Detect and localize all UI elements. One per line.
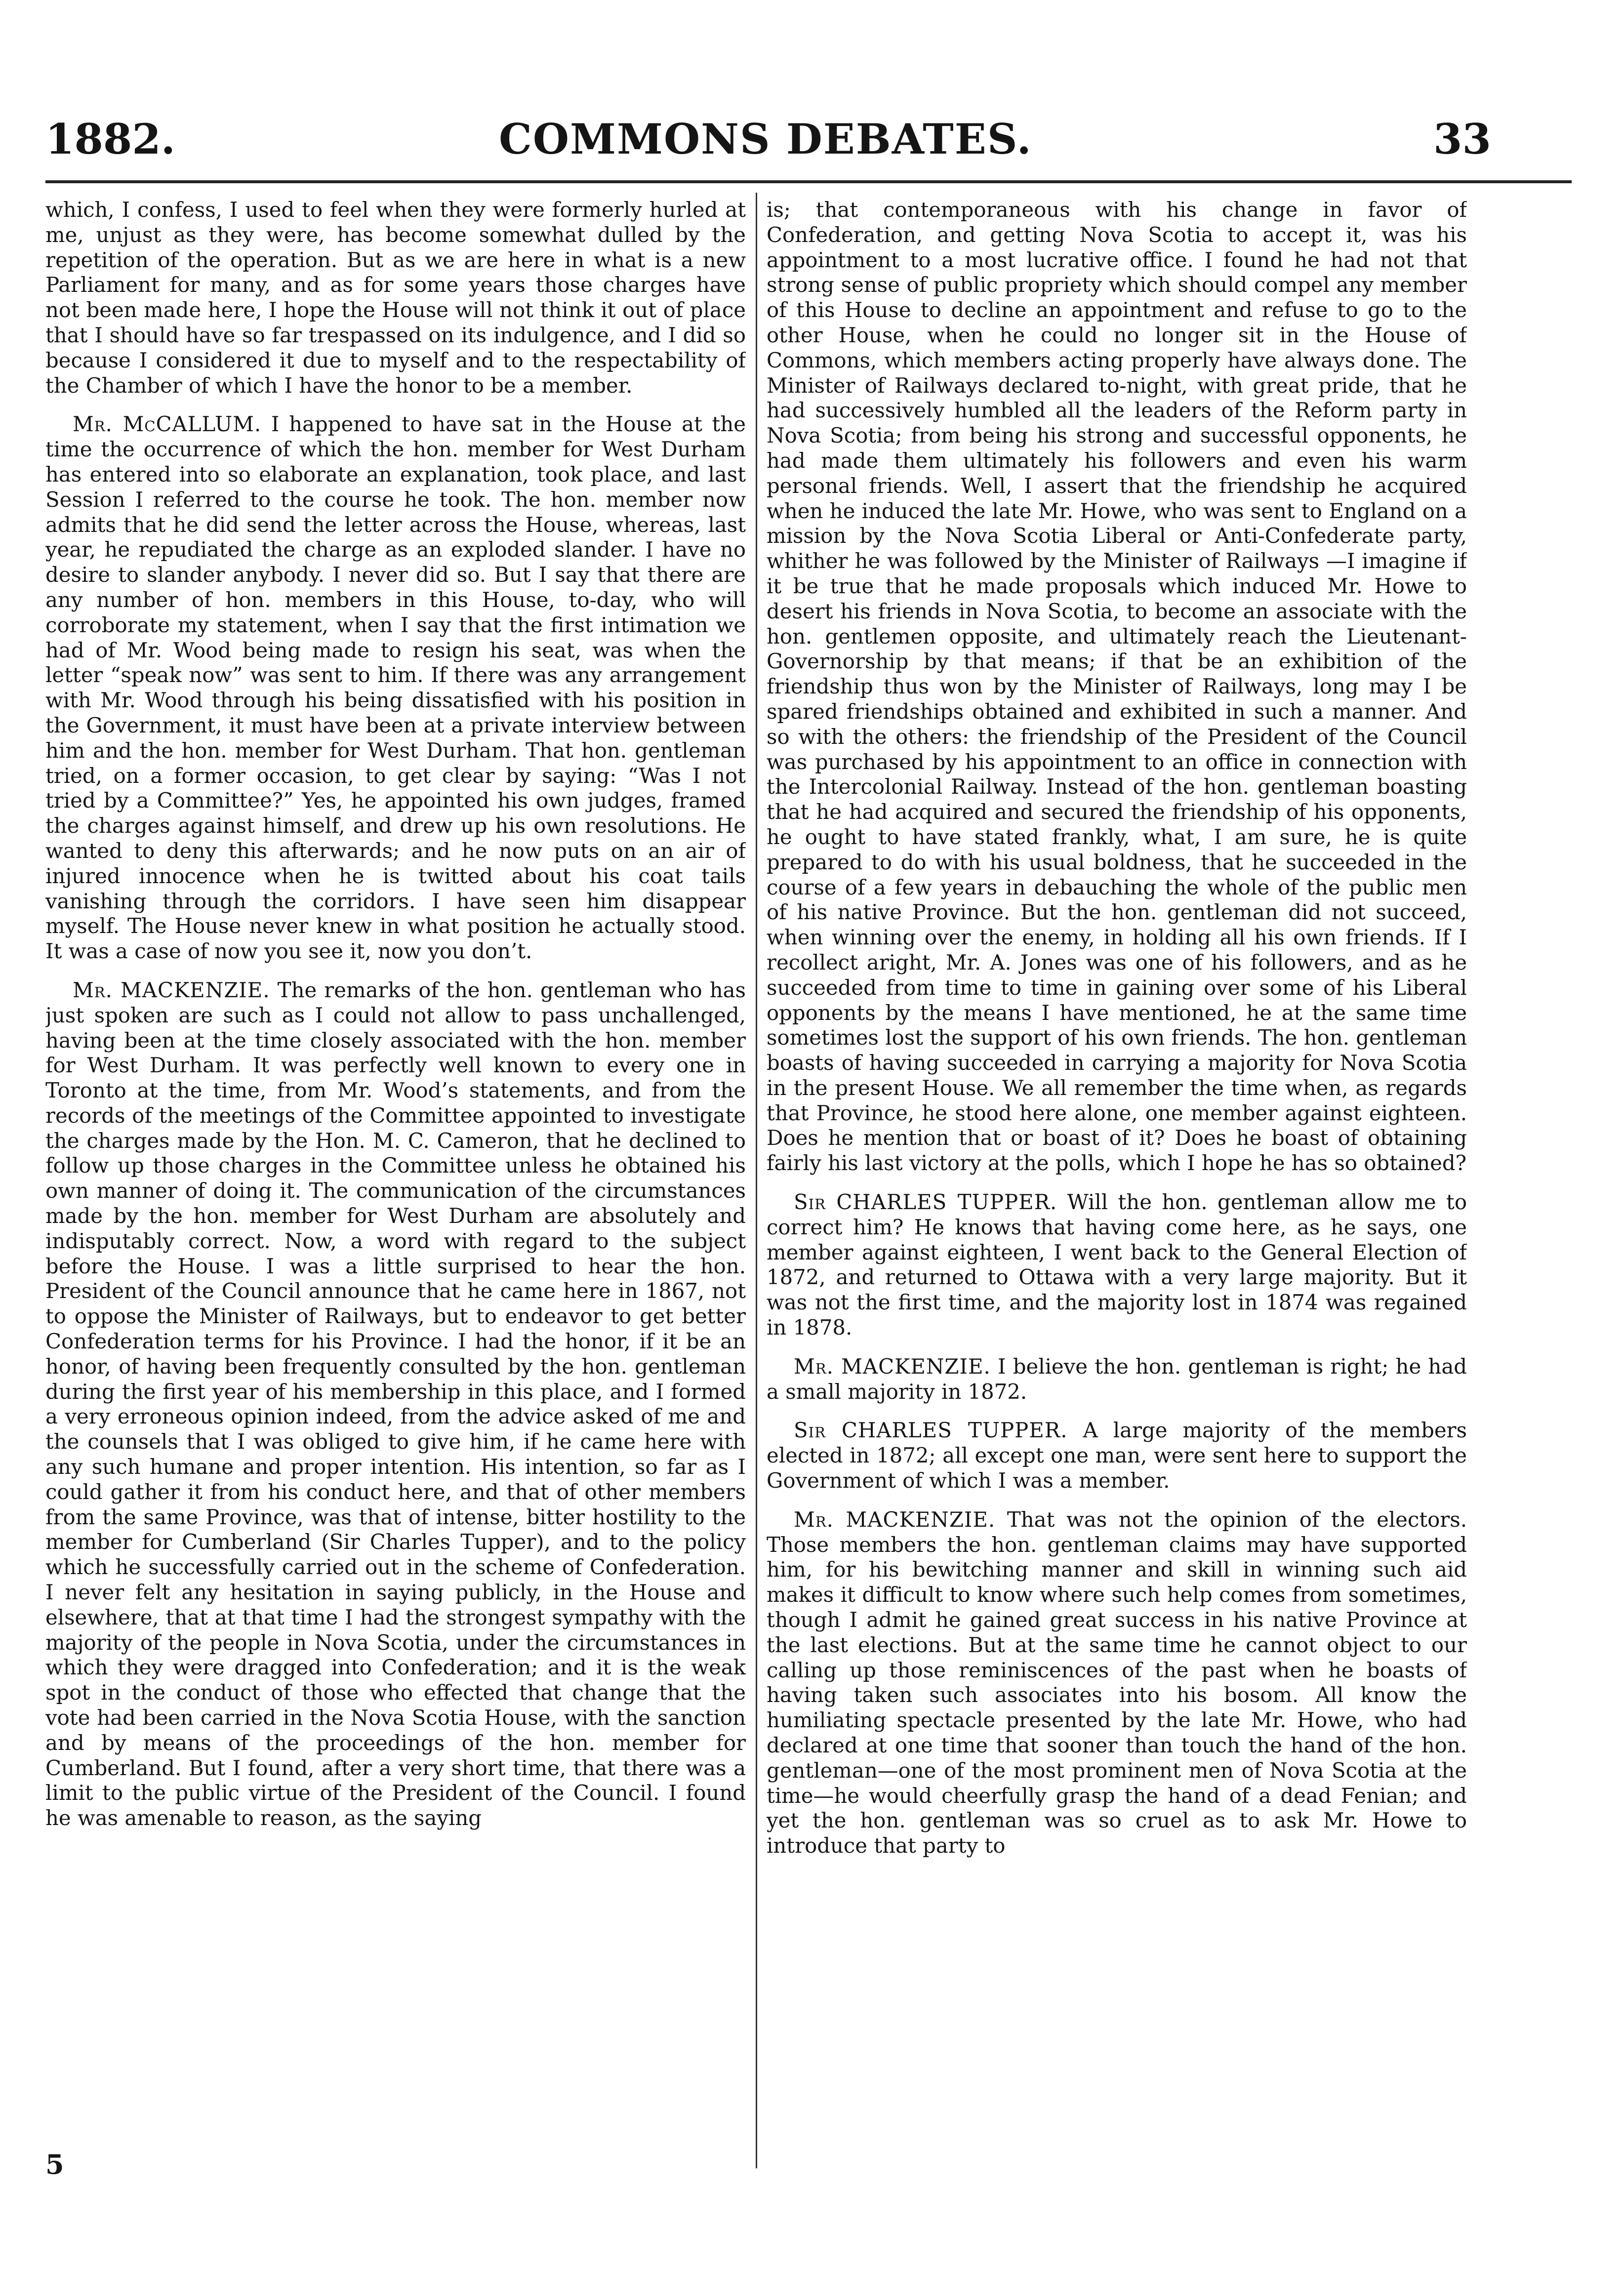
page-title: COMMONS DEBATES.	[499, 115, 1032, 163]
header-rule	[45, 180, 1572, 183]
paragraph	[45, 198, 746, 398]
header-year: 1882.	[45, 115, 176, 163]
speaker-name: Mr. MACKENZIE.	[73, 977, 270, 1002]
paragraph	[767, 1354, 1467, 1405]
signature-mark: 5	[45, 2149, 64, 2180]
paragraph	[767, 198, 1467, 1176]
paragraph-text: The remarks of the hon. gentleman who has just spoken are such as I could not allow to pass unchallenged, having been at the time closely associated with the hon. member for West Durham. It was perfectly well known to every one in Toronto at the time, from Mr. Wood’s statements, and from the records of the meetings of the Committee appointed to investigate the charges made by the Hon. M. C. Cameron, that he declined to follow up those charges in the Committee unless he obtained his own manner of doing it. The communication of the circumstances made by the hon. member for West Durham are absolutely and indisputably correct. Now, a word with regard to the subject before the House. I was a little surprised to hear the hon. President of the Council announce that he came here in 1867, not to oppose the Minister of Railways, but to endeavor to get better Confederation terms for his Province. I had the honor, if it be an honor, of having been frequently consulted by the hon. gentleman during the first year of his membership in this place, and I formed a very erroneous opinion indeed, from the advice asked of me and the counsels that I was obliged to give him, if he came here with any such humane and proper intention. His intention, so far as I could gather it from his conduct here, and that of other members from the same Province, was that of intense, bitter hostility to the member for Cumberland (Sir Charles Tupper), and to the policy which he successfully carried out in the scheme of Confederation. I never felt any hesitation in saying publicly, in the House and elsewhere, that at that time I had the strongest sympathy with the majority of the people in Nova Scotia, under the circumstances in which they were dragged into Confederation; and it is the weak spot in the conduct of those who effected that change that the vote had been carried in the Nova Scotia House, with the sanction and by means of the proceedings of the hon. member for Cumberland. But I found, after a very short time, that there was a limit to the public virtue of the President of the Council. I found he was amenable to reason, as the saying	[45, 977, 746, 1830]
speaker-name: Mr. McCALLUM.	[73, 412, 262, 437]
paragraph-text: I happened to have sat in the House at the time the occurrence of which the hon. member for West Durham has entered into so elaborate an explanation, took place, and last Session I referred to the course he took. The hon. member now admits that he did send the letter across the House, whereas, last year, he repudiated the charge as an exploded slander. I have no desire to slander anybody. I never did so. But I say that there are any number of hon. members in this House, to-day, who will corroborate my statement, when I say that the first intimation we had of Mr. Wood being made to resign his seat, was when the letter “speak now” was sent to him. If there was any arrangement with Mr. Wood through his being dissatisfied with his position in the Government, it must have been at a private interview between him and the hon. member for West Durham. That hon. gentleman tried, on a former occasion, to get clear by saying: “Was I not tried by a Committee?” Yes, he appointed his own judges, framed the charges against himself, and drew up his own resolutions. He wanted to deny this afterwards; and he now puts on an air of injured innocence when he is twitted about his coat tails vanishing through the corridors. I have seen him disappear myself. The House never knew in what position he actually stood. It was a case of now you see it, now you don’t.	[45, 412, 746, 964]
paragraph	[45, 978, 746, 1831]
right-column	[767, 198, 1467, 2163]
paragraph-text: That was not the opinion of the electors. Those members the hon. gentleman claims may have supported him, for his bewitching manner and skill in winning such aid makes it difficult to know where such help comes from sometimes, though I admit he gained great success in his native Province at the last elections. But at the same time he cannot object to our calling up those reminiscences of the past when he boasts of having taken such associates into his bosom. All know the humiliating spectacle presented by the late Mr. Howe, who had declared at one time that sooner than touch the hand of the hon. gentleman—one of the most prominent men of Nova Scotia at the time—he would cheerfully grasp the hand of a dead Fenian; and yet the hon. gentleman was so cruel as to ask Mr. Howe to introduce that party to	[767, 1507, 1467, 1858]
paragraph	[767, 1190, 1467, 1341]
column-divider	[756, 193, 757, 2168]
paragraph-text: is; that contemporaneous with his change in favor of Confederation, and getting Nova Scotia to accept it, was his appointment to a most lucrative office. I found he had not that strong sense of public propriety which should compel any member of this House to decline an appointment and refuse to go to the other House, when he could no longer sit in the House of Commons, which members acting properly have always done. The Minister of Railways declared to-night, with great pride, that he had successively humbled all the leaders of the Reform party in Nova Scotia; from being his strong and successful opponents, he had made them ultimately his followers and even his warm personal friends. Well, I assert that the friendship he acquired when he induced the late Mr. Howe, who was sent to England on a mission by the Nova Scotia Liberal or Anti-Confederate party, whither he was followed by the Minister of Railways —I imagine if it be true that he made proposals which induced Mr. Howe to desert his friends in Nova Scotia, to become an associate with the hon. gentlemen opposite, and ultimately reach the Lieutenant-Governorship by that means; if that be an exhibition of the friendship thus won by the Minister of Railways, long may I be spared friendships obtained and exhibited in such a manner. And so with the others: the friendship of the President of the Council was purchased by his appointment to an office in connection with the Intercolonial Railway. Instead of the hon. gentleman boasting that he had acquired and secured the friendship of his opponents, he ought to have stated frankly, what, I am sure, he is quite prepared to do with his usual boldness, that he succeeded in the course of a few years in debauching the whole of the public men of his native Province. But the hon. gentleman did not succeed, when winning over the enemy, in holding all his own friends. If I recollect aright, Mr. A. Jones was one of his followers, and as he succeeded from time to time in gaining over some of his Liberal opponents by the means I have mentioned, he at the same time sometimes lost the support of his own friends. The hon. gentleman boasts of having succeeded in carrying a majority for Nova Scotia in the present House. We all remember the time when, as regards that Province, he stood here alone, one member against eighteen. Does he mention that or boast of it? Does he boast of obtaining fairly his last victory at the polls, which I hope he has so obtained?	[767, 198, 1467, 1176]
left-column	[45, 198, 746, 2163]
speaker-name: Sir CHARLES TUPPER.	[794, 1418, 1068, 1443]
paragraph	[767, 1507, 1467, 1859]
paragraph-text: A large majority of the members elected in 1872; all except one man, were sent here to support the Government of which I was a member.	[767, 1418, 1467, 1493]
speaker-name: Sir CHARLES TUPPER.	[794, 1190, 1057, 1215]
speaker-name: Mr. MACKENZIE.	[794, 1354, 991, 1379]
paragraph-text: I believe the hon. gentleman is right; he had a small majority in 1872.	[767, 1354, 1467, 1404]
page-number: 33	[1433, 115, 1491, 163]
paragraph	[767, 1418, 1467, 1493]
paragraph-text: which, I confess, I used to feel when they were formerly hurled at me, unjust as they were, has become somewhat dulled by the repetition of the operation. But as we are here in what is a new Parliament for many, and as for some years those charges have not been made here, I hope the House will not think it out of place that I should have so far trespassed on its indulgence, and I did so because I considered it due to myself and to the respectability of the Chamber of which I have the honor to be a member.	[45, 198, 746, 398]
paragraph	[45, 412, 746, 964]
paragraph-text: Will the hon. gentleman allow me to correct him? He knows that having come here, as he says, one member against eighteen, I went back to the General Election of 1872, and returned to Ottawa with a very large majority. But it was not the first time, and the majority lost in 1874 was regained in 1878.	[767, 1190, 1467, 1340]
speaker-name: Mr. MACKENZIE.	[794, 1507, 996, 1532]
